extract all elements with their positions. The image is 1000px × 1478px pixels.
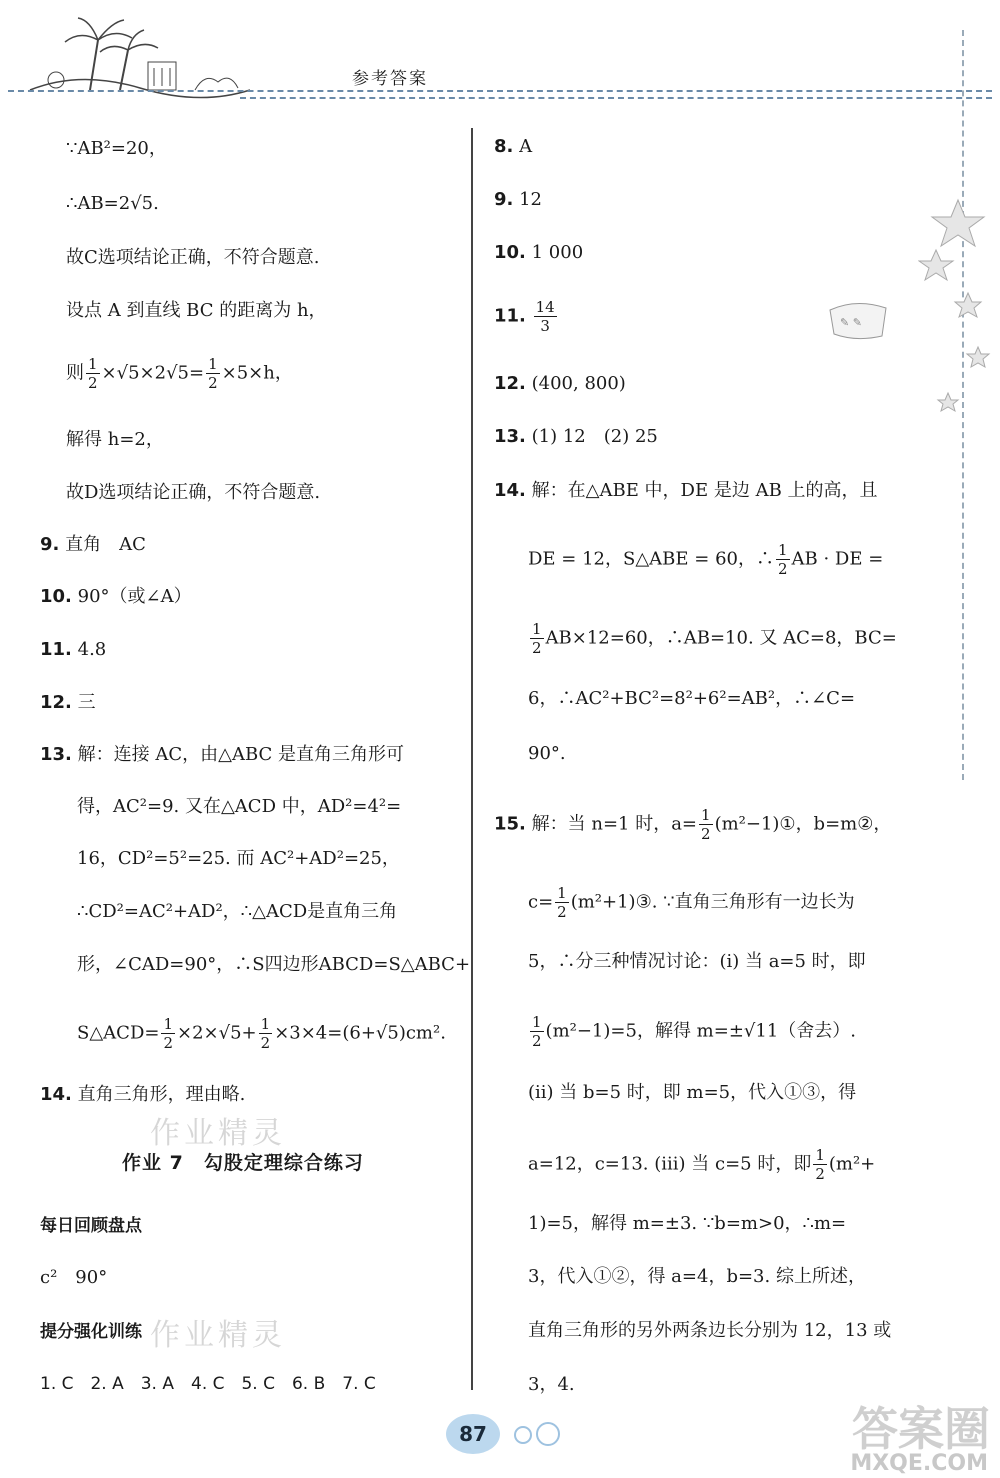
answer-14: [494, 479, 878, 503]
answer-text: 1 000: [531, 242, 584, 263]
question-number: 8.: [494, 136, 514, 157]
text: c=: [528, 891, 554, 913]
question-number: 9.: [494, 189, 514, 210]
text: DE = 12，S△ABE = 60，∴: [528, 548, 774, 570]
fraction: [161, 1015, 175, 1052]
answer-12: [40, 691, 96, 715]
text: 则: [66, 362, 84, 384]
numerator: 1: [532, 620, 542, 638]
solution-line: 1)=5，解得 m=±3. ∵b=m>0，∴m=: [528, 1213, 847, 1234]
fraction: [813, 1146, 827, 1183]
question-number: 10.: [494, 242, 526, 263]
fraction: [699, 806, 713, 843]
numerator: 1: [260, 1015, 271, 1033]
numerator: 1: [777, 541, 788, 559]
question-number: 10.: [40, 586, 72, 607]
decorative-circle: [514, 1426, 532, 1444]
answer-text: 解：在△ABE 中，DE 是边 AB 上的高，且: [531, 480, 878, 501]
answer-text: 90°（或∠A）: [77, 586, 192, 607]
answer-9: [40, 533, 146, 557]
text: S△ACD=: [77, 1022, 160, 1044]
solution-line: 90°.: [528, 743, 566, 764]
watermark: 作业精灵: [150, 1116, 286, 1151]
text: (m²+: [828, 1153, 876, 1175]
stars-decoration: [918, 195, 998, 425]
header-title: 参考答案: [352, 69, 428, 89]
subheading-daily-review: 每日回顾盘点: [40, 1216, 142, 1236]
fraction: [86, 355, 100, 392]
question-number: 12.: [40, 692, 72, 713]
numerator: 14: [535, 298, 555, 316]
fraction: [259, 1015, 273, 1052]
question-number: 14.: [494, 480, 526, 501]
header-divider-top: [8, 90, 992, 92]
question-number: 11.: [494, 305, 526, 327]
answer-text: 直角 AC: [65, 534, 146, 555]
solution-line: 直角三角形的另外两条边长分别为 12，13 或: [528, 1320, 892, 1341]
question-number: 13.: [494, 426, 526, 447]
denominator: 2: [701, 825, 711, 843]
daily-review-answer: c² 90°: [40, 1267, 108, 1288]
answer-12: [494, 372, 626, 396]
answer-9: [494, 188, 542, 212]
denominator: 2: [260, 1034, 271, 1052]
fraction: [776, 541, 790, 578]
solution-line: 3，4.: [528, 1374, 575, 1395]
corner-watermark: 答案圈: [852, 1402, 990, 1456]
solution-line: ∴AB=2√5.: [66, 193, 159, 214]
text: a=12，c=13. (ⅲ) 当 c=5 时，即: [528, 1153, 812, 1175]
answer-text: (1) 12 (2) 25: [531, 426, 658, 447]
answer-text: 直角三角形，理由略.: [77, 1084, 246, 1105]
text: ×2×√5+: [177, 1022, 257, 1044]
answer-8: [494, 135, 532, 159]
solution-line: [528, 884, 855, 921]
answer-text: (400, 800): [531, 373, 626, 394]
solution-line: 16，CD²=5²=25. 而 AC²+AD²=25，: [77, 848, 400, 869]
answer-10: [494, 241, 583, 265]
solution-line: 故C选项结论正确，不符合题意.: [66, 247, 320, 268]
denominator: 2: [532, 1032, 542, 1050]
answer-text: 三: [77, 692, 96, 713]
answer-11: [40, 638, 106, 662]
denominator: 2: [557, 903, 567, 921]
fraction: [530, 620, 544, 657]
header-divider-bottom: [240, 97, 992, 99]
answer-text: 解：连接 AC，由△ABC 是直角三角形可: [77, 744, 405, 765]
solution-line: ∴CD²=AC²+AD²，∴△ACD是直角三角: [77, 901, 398, 922]
fraction: [534, 298, 557, 335]
solution-line: 6，∴AC²+BC²=8²+6²=AB²，∴∠C=: [528, 688, 856, 709]
denominator: 2: [88, 374, 98, 392]
question-number: 9.: [40, 534, 60, 555]
answer-13: [494, 425, 658, 449]
denominator: 2: [777, 560, 788, 578]
numerator: 1: [88, 355, 98, 373]
answer-15: [494, 806, 891, 843]
answer-10: [40, 585, 192, 609]
solution-line: [66, 355, 293, 392]
solution-line: [77, 1015, 446, 1052]
answer-text: A: [519, 136, 533, 157]
fraction: [206, 355, 220, 392]
question-number: 14.: [40, 1084, 72, 1105]
solution-line: [528, 541, 883, 578]
denominator: 2: [815, 1165, 825, 1183]
text: ×3×4=(6+√5)cm².: [274, 1022, 446, 1044]
question-number: 15.: [494, 813, 526, 835]
text: (m²+1)③. ∵直角三角形有一边长为: [570, 891, 855, 913]
section-title: 作业 7 勾股定理综合练习: [122, 1152, 364, 1174]
answer-11: [494, 298, 559, 335]
question-number: 11.: [40, 639, 72, 660]
denominator: 3: [540, 317, 550, 335]
numerator: 1: [701, 806, 711, 824]
solution-line: (ⅱ) 当 b=5 时，即 m=5，代入①③，得: [528, 1082, 857, 1103]
fraction: [555, 884, 569, 921]
solution-line: 5，∴分三种情况讨论：(ⅰ) 当 a=5 时，即: [528, 951, 866, 972]
fraction: [530, 1013, 544, 1050]
solution-line: ∵AB²=20，: [66, 138, 167, 159]
solution-line: [528, 1013, 856, 1050]
question-number: 13.: [40, 744, 72, 765]
numerator: 1: [815, 1146, 825, 1164]
solution-line: 设点 A 到直线 BC 的距离为 h，: [66, 300, 327, 321]
solution-line: [528, 1146, 875, 1183]
page-number: 87: [446, 1414, 500, 1454]
solution-line: [528, 620, 897, 657]
subheading-improve: 提分强化训练: [40, 1322, 142, 1342]
answer-text: 4.8: [77, 639, 107, 660]
text: ×5×h，: [221, 362, 293, 384]
solution-line: 故D选项结论正确，不符合题意.: [66, 482, 321, 503]
denominator: 2: [532, 639, 542, 657]
solution-line: 3，代入①②，得 a=4，b=3. 综上所述，: [528, 1266, 866, 1287]
svg-text:✎ ✎: ✎ ✎: [840, 316, 862, 329]
decorative-circle: [536, 1422, 560, 1446]
text: ×√5×2√5=: [101, 362, 205, 384]
text: AB×12=60，∴AB=10. 又 AC=8，BC=: [545, 627, 897, 649]
numerator: 1: [208, 355, 218, 373]
corner-watermark-url: MXQE.COM: [850, 1451, 988, 1476]
solution-line: 得，AC²=9. 又在△ACD 中，AD²=4²=: [77, 796, 402, 817]
numerator: 1: [163, 1015, 174, 1033]
answer-13: [40, 743, 404, 767]
text: 解：当 n=1 时，a=: [531, 813, 698, 835]
question-number: 12.: [494, 373, 526, 394]
numerator: 1: [557, 884, 567, 902]
answer-text: 12: [519, 189, 543, 210]
solution-line: 形，∠CAD=90°，∴S四边形ABCD=S△ABC+: [77, 954, 471, 975]
note-sticker-icon: [826, 298, 890, 342]
answer-14: [40, 1083, 245, 1107]
text: (m²−1)=5，解得 m=±√11（舍去）.: [545, 1020, 856, 1042]
text: AB · DE =: [791, 548, 884, 570]
column-divider: [471, 128, 473, 1390]
watermark: 作业精灵: [150, 1318, 286, 1353]
denominator: 2: [208, 374, 218, 392]
numerator: 1: [532, 1013, 542, 1031]
text: (m²−1)①，b=m②，: [714, 813, 892, 835]
page-header: [0, 0, 1000, 110]
solution-line: 解得 h=2，: [66, 429, 164, 450]
denominator: 2: [163, 1034, 174, 1052]
multiple-choice-answers: 1. C 2. A 3. A 4. C 5. C 6. B 7. C: [40, 1374, 376, 1394]
